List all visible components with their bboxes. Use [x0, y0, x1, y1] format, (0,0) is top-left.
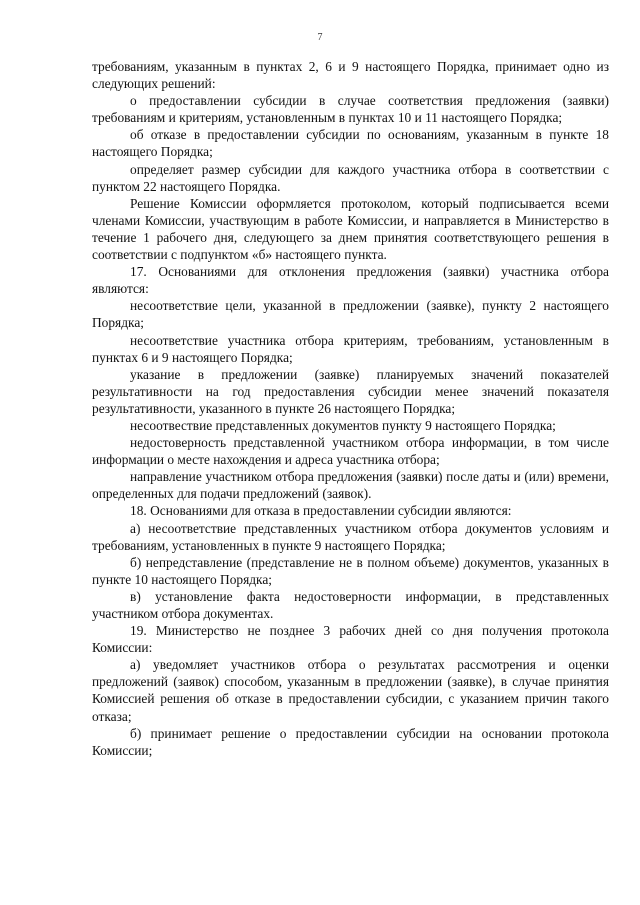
- paragraph: недостоверность представленной участником отбора информации, в том числе информации о месте нахождения и адреса участника отбора;: [92, 435, 609, 468]
- paragraph: направление участником отбора предложения (заявки) после даты и (или) времени, определенных для подачи предложений (заявок).: [92, 469, 609, 502]
- paragraph-clause-17: 17. Основаниями для отклонения предложения (заявки) участника отбора являются:: [92, 264, 609, 297]
- paragraph-clause-19: 19. Министерство не позднее 3 рабочих дней со дня получения протокола Комиссии:: [92, 623, 609, 656]
- paragraph-continuation: требованиям, указанным в пунктах 2, 6 и 9 настоящего Порядка, принимает одно из следующих решений:: [92, 59, 609, 92]
- paragraph: об отказе в предоставлении субсидии по основаниям, указанным в пункте 18 настоящего Порядка;: [92, 127, 609, 160]
- paragraph: а) уведомляет участников отбора о результатах рассмотрения и оценки предложений (заявок) способом, указанным в предложении (заявке), в случае принятия Комиссией решения об отказе в предоставлении субсидии, с указанием причин такого отказа;: [92, 657, 609, 724]
- document-body: [92, 58, 609, 759]
- paragraph: указание в предложении (заявке) планируемых значений показателей результативности на год предоставления субсидии менее значений показателя результативности, указанного в пункте 26 настоящего Порядка;: [92, 366, 609, 416]
- paragraph: несоответствие участника отбора критериям, требованиям, установленным в пунктах 6 и 9 настоящего Порядка;: [92, 332, 609, 365]
- paragraph: Решение Комиссии оформляется протоколом, который подписывается всеми членами Комиссии, участвующим в работе Комиссии, и направляется в Министерство в течение 1 рабочего дня, следующего за днем принятия соответствующего решения в соответствии с подпунктом «б» настоящего пункта.: [92, 195, 609, 263]
- paragraph: в) установление факта недостоверности информации, в представленных участником отбора документах.: [92, 588, 609, 621]
- paragraph: несоотвествие представленных документов пункту 9 настоящего Порядка;: [130, 417, 556, 433]
- paragraph-clause-18: 18. Основаниями для отказа в предоставлении субсидии являются:: [130, 503, 512, 519]
- paragraph: несоответствие цели, указанной в предложении (заявке), пункту 2 настоящего Порядка;: [92, 298, 609, 331]
- paragraph: б) непредставление (представление не в полном объеме) документов, указанных в пункте 10 настоящего Порядка;: [92, 554, 609, 587]
- paragraph: определяет размер субсидии для каждого участника отбора в соответствии с пунктом 22 настоящего Порядка.: [92, 161, 609, 194]
- page-number: 7: [317, 32, 323, 43]
- paragraph: о предоставлении субсидии в случае соответствия предложения (заявки) требованиям и критериям, установленным в пунктах 10 и 11 настоящего Порядка;: [92, 93, 609, 126]
- paragraph: а) несоответствие представленных участником отбора документов условиям и требованиям, установленных в пункте 9 настоящего Порядка;: [92, 520, 609, 553]
- paragraph: б) принимает решение о предоставлении субсидии на основании протокола Комиссии;: [92, 725, 609, 758]
